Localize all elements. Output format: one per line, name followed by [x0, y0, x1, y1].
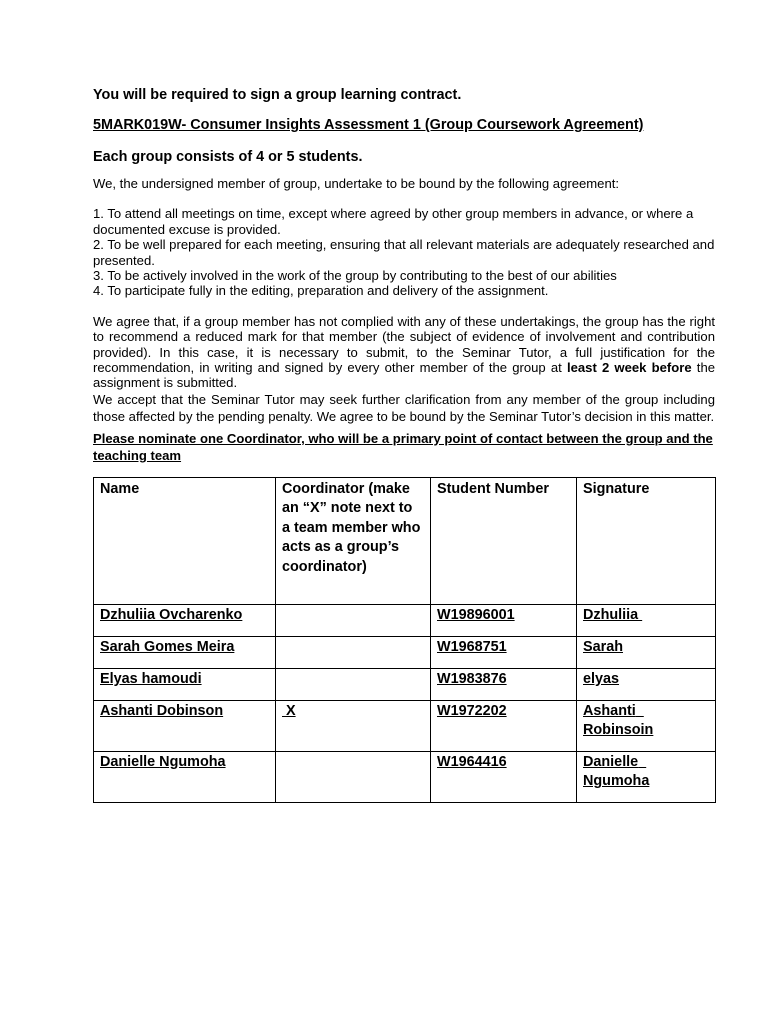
member-signature: Ashanti Robinsoin: [577, 700, 716, 751]
coordinator-mark: [276, 668, 431, 700]
student-number: W1972202: [431, 700, 577, 751]
coordinator-mark: [276, 604, 431, 636]
table-row: [94, 668, 716, 700]
coordinator-mark: [276, 751, 431, 802]
member-name: Ashanti Dobinson: [94, 700, 276, 751]
member-signature: Danielle Ngumoha: [577, 751, 716, 802]
signature-column-header: Signature: [577, 477, 716, 604]
penalty-text: We agree that, if a group member has not complied with any of these undertakings, the group has the right to recommend a reduced mark for that member (the subject of evidence of involvement and contribution provided). In this case, it is necessary to submit, to the Seminar Tutor, a full justification for the recommendation, in writing and signed by every other member of the group at: [93, 313, 715, 376]
member-name: Danielle Ngumoha: [94, 751, 276, 802]
group-members-table: [93, 477, 716, 803]
tutor-decision-paragraph: We accept that the Seminar Tutor may seek further clarification from any member of the group including those affected by the pending penalty. We agree to be bound by the Seminar Tutor’s decision in this matter.: [93, 391, 715, 424]
nominate-coordinator-heading: Please nominate one Coordinator, who will be a primary point of contact between the group and the teaching team: [93, 430, 713, 463]
agreement-item: 2. To be well prepared for each meeting, ensuring that all relevant materials are adequately researched and presented.: [93, 237, 715, 268]
member-name: Elyas hamoudi: [94, 668, 276, 700]
agreement-list: [93, 206, 715, 298]
name-column-header: Name: [94, 477, 276, 604]
table-row: [94, 636, 716, 668]
member-signature: Sarah: [577, 636, 716, 668]
table-row: [94, 604, 716, 636]
deadline-emphasis: least 2 week before: [566, 360, 692, 376]
agreement-item: 4. To participate fully in the editing, preparation and delivery of the assignment.: [93, 283, 549, 299]
student-number: W1968751: [431, 636, 577, 668]
penalty-text-end: the assignment is submitted.: [93, 360, 716, 391]
agreement-intro: We, the undersigned member of group, undertake to be bound by the following agreement:: [93, 176, 620, 191]
member-name: Sarah Gomes Meira: [94, 636, 276, 668]
member-signature: Dzhuliia: [577, 604, 716, 636]
document-page: [93, 86, 715, 803]
contract-notice-heading: You will be required to sign a group learning contract.: [93, 87, 462, 103]
member-signature: elyas: [577, 668, 716, 700]
coordinator-mark: [276, 636, 431, 668]
module-title-heading: 5MARK019W- Consumer Insights Assessment 1 (Group Coursework Agreement): [93, 117, 644, 133]
penalty-paragraph: [93, 314, 715, 391]
student-number: W19896001: [431, 604, 577, 636]
student-number-column-header: Student Number: [431, 477, 577, 604]
student-number: W1964416: [431, 751, 577, 802]
student-number: W1983876: [431, 668, 577, 700]
coordinator-column-header: Coordinator (make an “X” note next to a team member who acts as a group’s coordinator): [276, 477, 431, 604]
table-header-row: [94, 477, 716, 604]
coordinator-mark: X: [276, 700, 431, 751]
group-size-heading: Each group consists of 4 or 5 students.: [93, 149, 363, 165]
agreement-item: 1. To attend all meetings on time, except where agreed by other group members in advance, or where a documented excuse is provided.: [93, 206, 694, 237]
member-name: Dzhuliia Ovcharenko: [94, 604, 276, 636]
table-row: [94, 700, 716, 751]
table-row: [94, 751, 716, 802]
agreement-item: 3. To be actively involved in the work of the group by contributing to the best of our abilities: [93, 268, 617, 284]
